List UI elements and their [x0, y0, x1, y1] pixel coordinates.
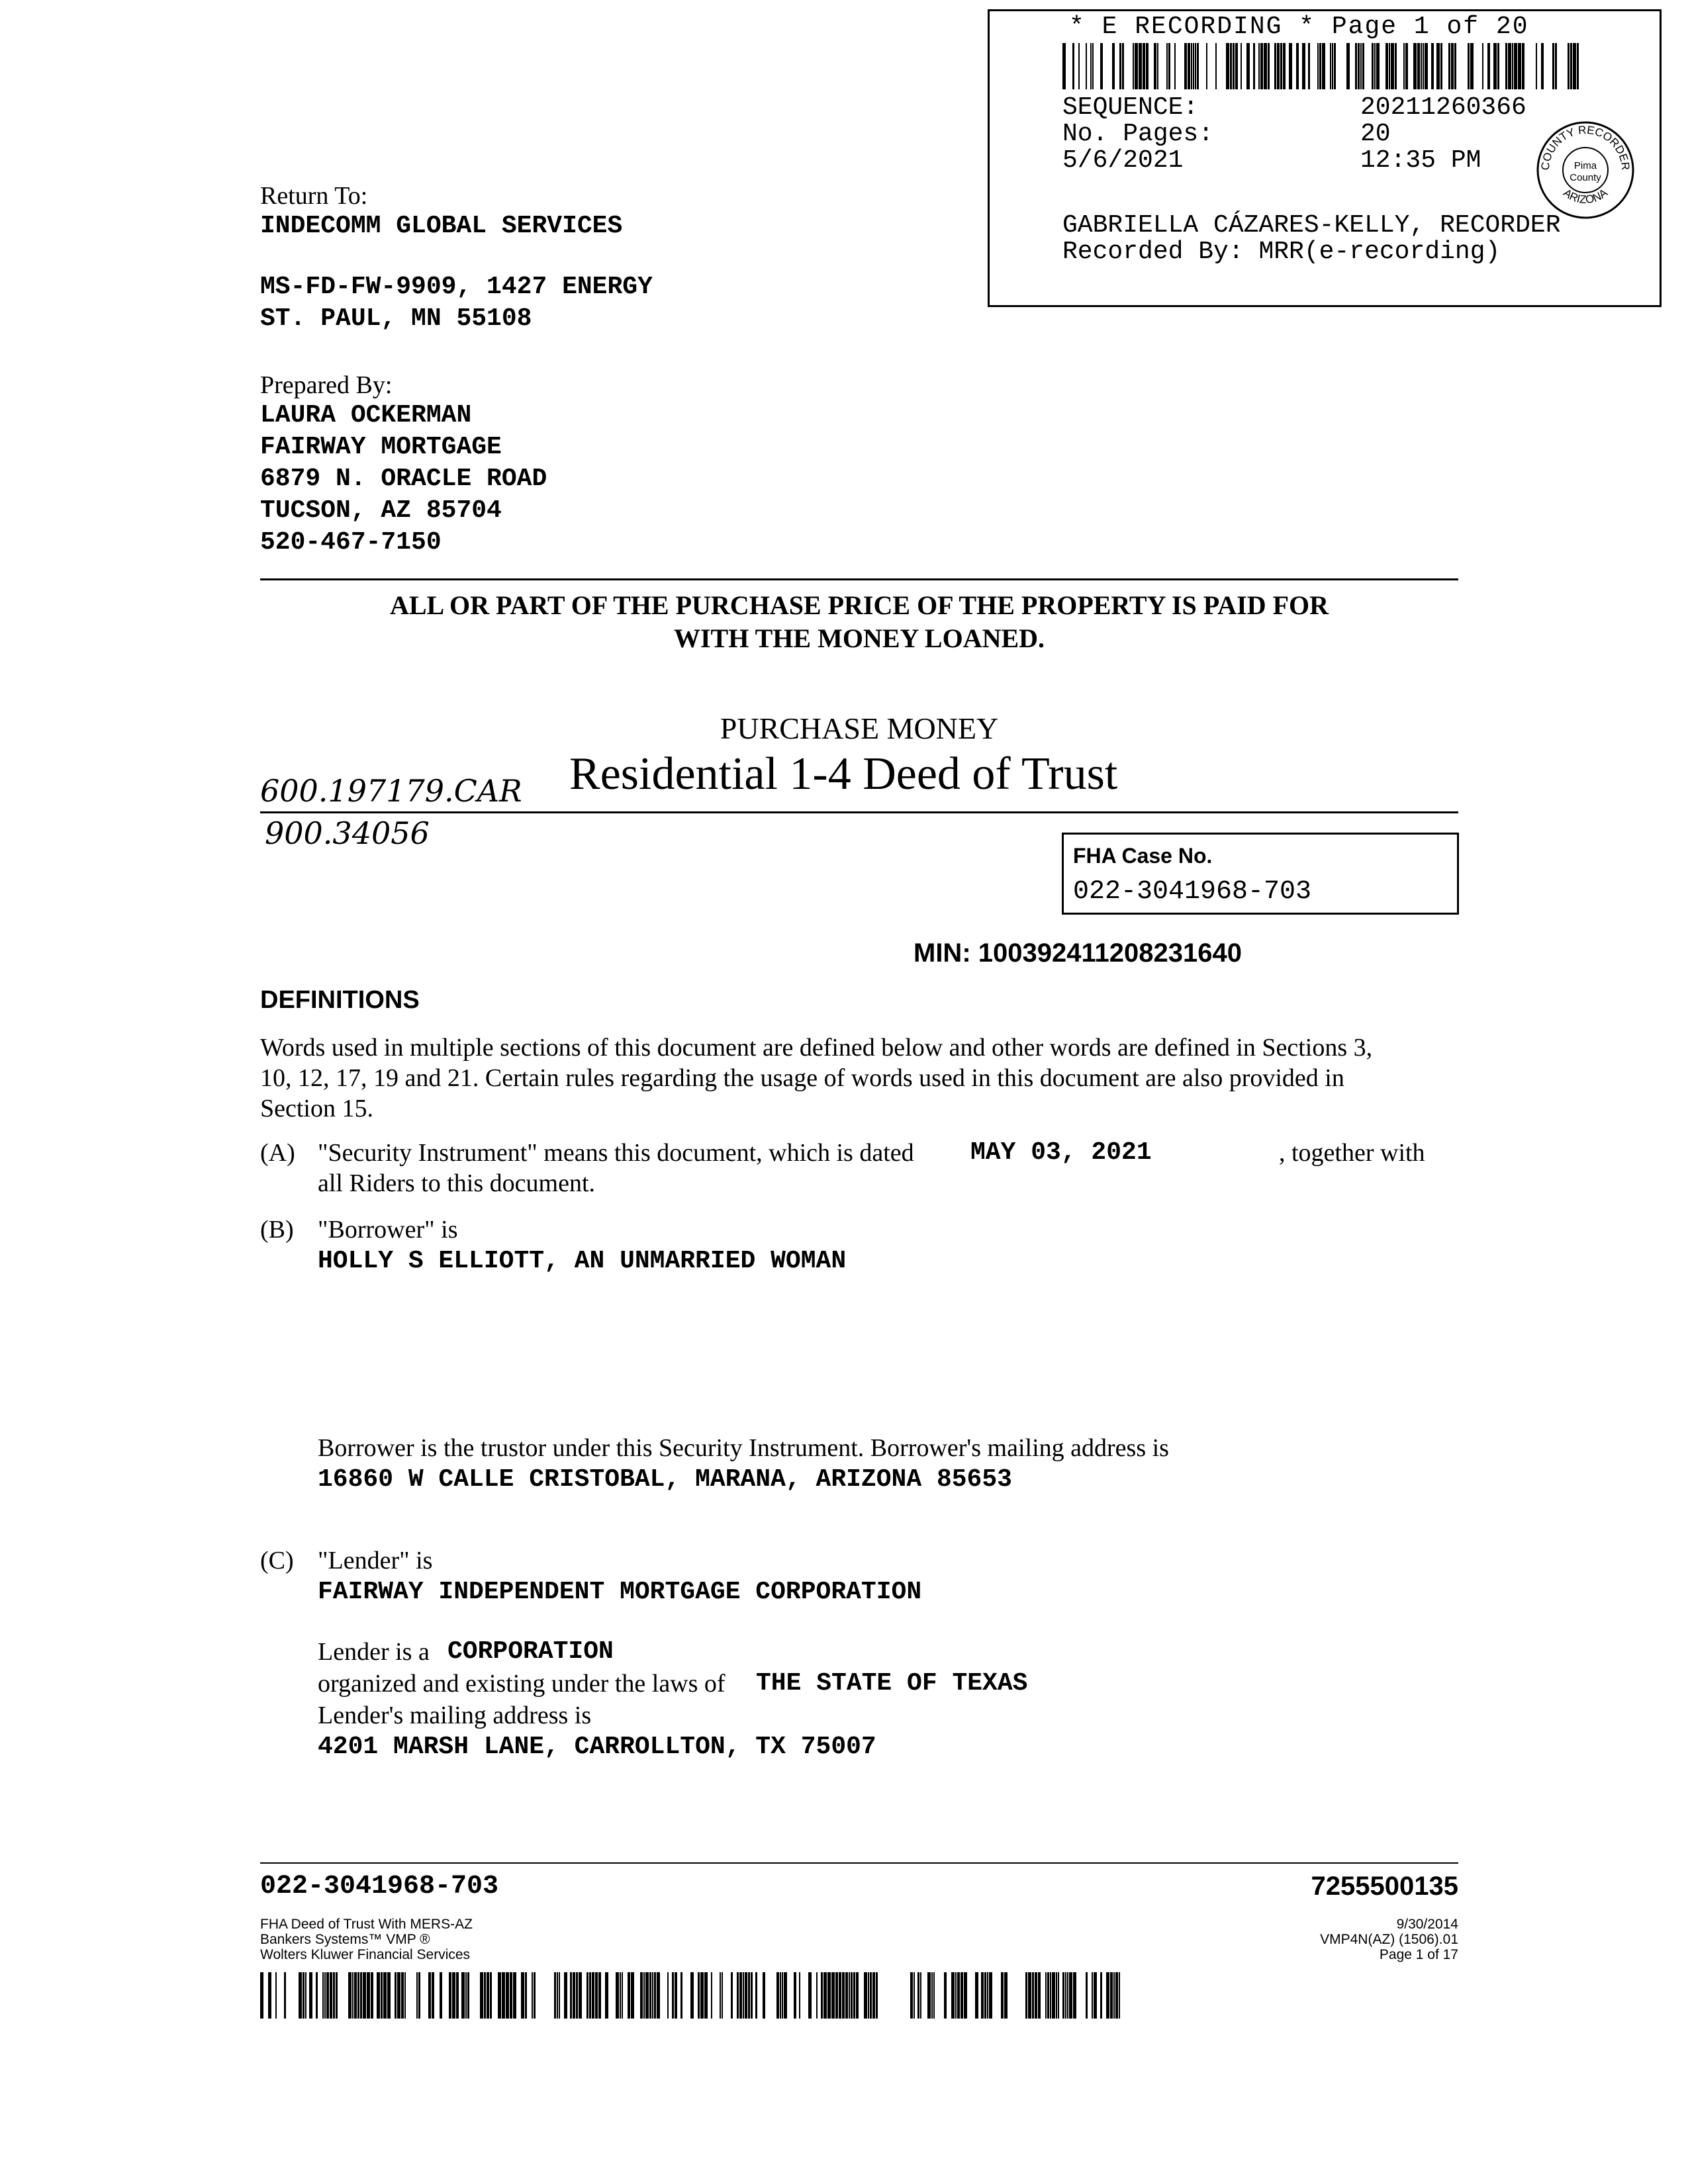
prepared-by-label: Prepared By:: [260, 371, 393, 399]
handwritten-file-number-2: 900.34056: [265, 815, 430, 851]
prepared-by-line-4: TUCSON, AZ 85704: [260, 496, 502, 525]
top-divider: [260, 578, 1458, 580]
fha-case-value: 022-3041968-703: [1073, 877, 1312, 907]
section-a-text: "Security Instrument" means this document, which is dated: [318, 1139, 914, 1167]
seal-top-text: COUNTY RECORDER: [1538, 123, 1632, 171]
pages-label: No. Pages:: [1062, 120, 1214, 148]
recording-barcode: [1062, 43, 1585, 89]
section-a-riders: all Riders to this document.: [318, 1169, 596, 1197]
return-to-line-3: ST. PAUL, MN 55108: [260, 304, 532, 333]
footer-page-number: Page 1 of 17: [1379, 1947, 1458, 1962]
intro-line-3: Section 15.: [260, 1095, 373, 1122]
recorder-name: GABRIELLA CÁZARES-KELLY, RECORDER: [1062, 211, 1561, 240]
section-c-letter: (C): [260, 1547, 294, 1574]
footer-case-number: 022-3041968-703: [260, 1872, 499, 1901]
section-a-letter: (A): [260, 1139, 295, 1167]
footer-form-info: [260, 1917, 473, 1962]
seal-center-text-2: County: [1570, 172, 1601, 183]
intro-line-1: Words used in multiple sections of this document are defined below and other words are defined in Sections 3,: [260, 1034, 1373, 1062]
prepared-by-line-2: FAIRWAY MORTGAGE: [260, 433, 502, 461]
footer-form-code: VMP4N(AZ) (1506).01: [1320, 1932, 1458, 1947]
min-number: MIN: 100392411208231640: [914, 938, 1242, 968]
fha-case-box: [1062, 833, 1459, 915]
section-c-text: "Lender" is: [318, 1547, 433, 1574]
lender-is-text: Lender is a: [318, 1638, 430, 1666]
definitions-intro: [260, 1032, 1458, 1124]
recording-stamp-box: [988, 9, 1662, 307]
recorded-by: Recorded By: MRR(e-recording): [1062, 238, 1501, 266]
document-title: Residential 1-4 Deed of Trust: [569, 749, 1118, 799]
seal-bottom-text: ARIZONA: [1561, 186, 1610, 206]
lender-organized-text: organized and existing under the laws of: [318, 1670, 726, 1698]
fha-case-label: FHA Case No.: [1073, 844, 1213, 868]
section-b-letter: (B): [260, 1216, 294, 1244]
recording-time: 12:35 PM: [1360, 146, 1481, 175]
purchase-price-notice: [260, 589, 1458, 655]
footer-loan-number: 7255500135: [1311, 1872, 1458, 1901]
footer-publisher: Wolters Kluwer Financial Services: [260, 1947, 471, 1962]
lender-state: THE STATE OF TEXAS: [756, 1669, 1028, 1698]
footer-form-date: 9/30/2014: [1396, 1917, 1458, 1932]
lender-mailing-text: Lender's mailing address is: [318, 1702, 592, 1729]
recording-date: 5/6/2021: [1062, 146, 1184, 175]
recording-header: * E RECORDING * Page 1 of 20: [1069, 13, 1529, 41]
return-to-line-2: MS-FD-FW-9909, 1427 ENERGY: [260, 273, 653, 301]
sequence-value: 20211260366: [1360, 93, 1526, 122]
purchase-money-heading: PURCHASE MONEY: [720, 711, 999, 745]
lender-mailing-address: 4201 MARSH LANE, CARROLLTON, TX 75007: [318, 1733, 876, 1761]
lender-name: FAIRWAY INDEPENDENT MORTGAGE CORPORATION: [318, 1578, 922, 1606]
notice-line-2: WITH THE MONEY LOANED.: [673, 623, 1045, 653]
county-recorder-seal: [1532, 117, 1638, 223]
footer-form-version: [1320, 1917, 1458, 1962]
sequence-label: SEQUENCE:: [1062, 93, 1199, 122]
handwritten-file-number-1: 600.197179.CAR: [260, 773, 522, 809]
title-divider: [260, 811, 1458, 813]
seal-center-text-1: Pima: [1573, 160, 1597, 171]
borrower-name: HOLLY S ELLIOTT, AN UNMARRIED WOMAN: [318, 1247, 847, 1275]
svg-text:ARIZONA: [1561, 186, 1610, 206]
borrower-mailing-address: 16860 W CALLE CRISTOBAL, MARANA, ARIZONA 85653: [318, 1465, 1012, 1494]
section-a-together-with: , together with: [1279, 1139, 1425, 1167]
return-to-label: Return To:: [260, 182, 368, 210]
definitions-heading: DEFINITIONS: [260, 986, 420, 1014]
prepared-by-line-5: 520-467-7150: [260, 528, 442, 557]
return-to-line-1: INDECOMM GLOBAL SERVICES: [260, 212, 623, 240]
prepared-by-line-1: LAURA OCKERMAN: [260, 401, 472, 430]
footer-barcode: [260, 1972, 1121, 2019]
notice-line-1: ALL OR PART OF THE PURCHASE PRICE OF THE PROPERTY IS PAID FOR: [389, 590, 1329, 620]
footer-form-name: FHA Deed of Trust With MERS-AZ: [260, 1917, 473, 1932]
security-instrument-date: MAY 03, 2021: [970, 1138, 1152, 1167]
footer-divider: [260, 1862, 1458, 1864]
lender-entity-type: CORPORATION: [447, 1637, 614, 1666]
borrower-mailing-text: Borrower is the trustor under this Security Instrument. Borrower's mailing address is: [318, 1434, 1169, 1462]
footer-vendor: Bankers Systems™ VMP ®: [260, 1932, 430, 1947]
prepared-by-line-3: 6879 N. ORACLE ROAD: [260, 465, 547, 493]
intro-line-2: 10, 12, 17, 19 and 21. Certain rules regarding the usage of words used in this document are also provided in: [260, 1064, 1344, 1092]
pages-value: 20: [1360, 120, 1391, 148]
section-b-text: "Borrower" is: [318, 1216, 458, 1244]
